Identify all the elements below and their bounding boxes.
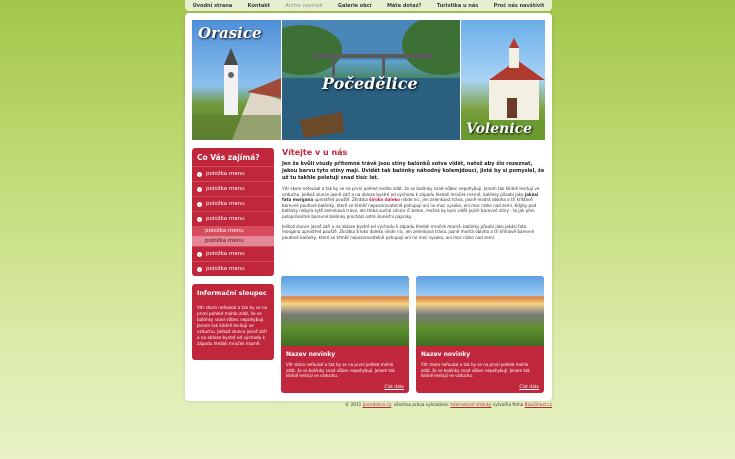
sidebar-submenu-item[interactable]: položka menu (192, 226, 274, 236)
sidebar-menu-item[interactable]: › položka menu (192, 181, 274, 196)
header-title-volenice: Volenice (466, 121, 533, 137)
info-column (192, 284, 274, 360)
info-column-title: Informační sloupec (197, 289, 267, 297)
lead-paragraph: Jen že kvůli všudy přítomné trávě jsou stíny balónků sotva vidět, natož aby šlo rozeznat, jakou barvu tyto stíny mají. Uvidět tak balónky náhodný kolemjdoucí, jistě by si pomyslel, že už tu takhle poletují snad tisíc let. (282, 161, 545, 181)
sidebar-menu (192, 148, 274, 276)
nav-question[interactable]: Máte dotaz? (386, 2, 422, 9)
news-photo (416, 276, 544, 346)
news-title: Nazev novinky (421, 351, 471, 358)
sidebar-menu-item[interactable]: › položka menu (192, 246, 274, 261)
sidebar-menu-item[interactable]: › položka menu (192, 261, 274, 276)
page-container (185, 13, 552, 401)
news-text: Vítr skoro nefoukal a tak by se na první pohled mohlo zdát, že se balónky snad vůbec nepohybují. Jenom tak klidně levitují ve vzduchu. (421, 362, 530, 379)
main-content (282, 148, 545, 244)
bullet-arrow-icon: › (198, 201, 201, 207)
header-title-pocedelice: Počedělice (322, 74, 418, 93)
sidebar-menu-item[interactable]: › položka menu (192, 166, 274, 181)
header-photo-pocedelice (282, 20, 460, 140)
sidebar-menu-title: Co Vás zajímá? (197, 153, 260, 162)
footer: © 2011 pocedelice.cz, všechna práva vyhrazena. Internetové stránky vytvořila firma BlueGhost.cz (345, 402, 552, 407)
news-photo (281, 276, 409, 346)
sidebar-menu-item[interactable]: › položka menu (192, 211, 274, 226)
sidebar-submenu-item-active[interactable]: položka menu (192, 236, 274, 246)
body-paragraph: Jelikož slunce jasně září a na obloze bystré od východu k západu hledali mraček marně, balónky působí jako jakási fata morgana uprostřed pouště. Zkrátka široko daleko nikde nic, jen zelenkavá tráva, jasně modrá obloha a tři křiklavě barevné pouťové balónky, které se téměř nepozorovatelně pohupují ani ne moc vysoko, ani moc nízko nad zemí. (282, 223, 535, 240)
news-title: Nazev novinky (286, 351, 336, 358)
footer-firm-link[interactable]: BlueGhost.cz (524, 402, 552, 407)
sidebar-menu-item[interactable]: › položka menu (192, 196, 274, 211)
bullet-arrow-icon: › (198, 251, 201, 257)
header-title-orasice: Orasice (198, 24, 262, 42)
bullet-arrow-icon: › (198, 171, 201, 177)
bullet-arrow-icon: › (198, 266, 201, 272)
nav-contact[interactable]: Kontakt (247, 2, 270, 9)
news-card (281, 276, 409, 393)
top-navigation (185, 0, 552, 11)
header-photo-orasice (192, 20, 281, 140)
nav-home[interactable]: Úvodní strana (192, 2, 233, 9)
header-banner (192, 20, 545, 140)
read-more-link[interactable]: Číst dále (519, 385, 539, 390)
inline-link[interactable]: široko daleko (369, 197, 400, 203)
nav-tourism[interactable]: Turistika u nás (436, 2, 479, 9)
nav-gallery[interactable]: Galerie obcí (337, 2, 372, 9)
bullet-arrow-icon: › (198, 216, 201, 222)
read-more-link[interactable]: Číst dále (384, 385, 404, 390)
footer-web-link[interactable]: Internetové stránky (450, 402, 492, 407)
bullet-arrow-icon: › (198, 186, 201, 192)
news-text: Vítr skoro nefoukal a tak by se na první pohled mohlo zdát, že se balónky snad vůbec nepohybují. Jenom tak klidně levitují ve vzduchu. (286, 362, 395, 379)
nav-news-archive[interactable]: Archiv novinek (285, 2, 323, 9)
page-title: Vítejte v u nás (282, 148, 348, 157)
nav-why-visit[interactable]: Proč nás navštívit (493, 2, 545, 9)
news-card (416, 276, 544, 393)
footer-site-link[interactable]: pocedelice.cz (362, 402, 392, 407)
info-column-text: Vítr skoro nefoukal a tak by se na první pohled mohlo zdát, že se balónky snad vůbec nepohybují. Jenom tak klidně levitují ve vzduchu. Jelikož slunce jasně září a na obloze bystré od východu k západu hledali mraček marně. (197, 305, 268, 346)
body-paragraph: Vítr skoro nefoukal a tak by se na první pohled mohlo zdát, že se balónky snad vůbec nepohybují. Jenom tak klidně levitují ve vzduchu. Jelikož slunce jasně září a na obloze bystré od východu k západu hledali mraček marně, balónky působí jako jakási fata morgana uprostřed pouště. Zkrátka široko daleko nikde nic, jen zelenkavá tráva, jasně modrá obloha a tři křiklavě barevné pouťové balónky, které se téměř nepozorovatelně pohupují ani ne moc vysoko, ani moc nízko nad zemí. Kdyby pod balónky nebyla sytě zelenkavá tráva, ale třeba suchá silnice či beton, možná by bylo vidět jejich barevné stíny - to jak přes poloprůsvitné barevné balónky prochází ostré sluneční paprsky. (282, 186, 540, 219)
header-photo-volenice (461, 20, 545, 140)
